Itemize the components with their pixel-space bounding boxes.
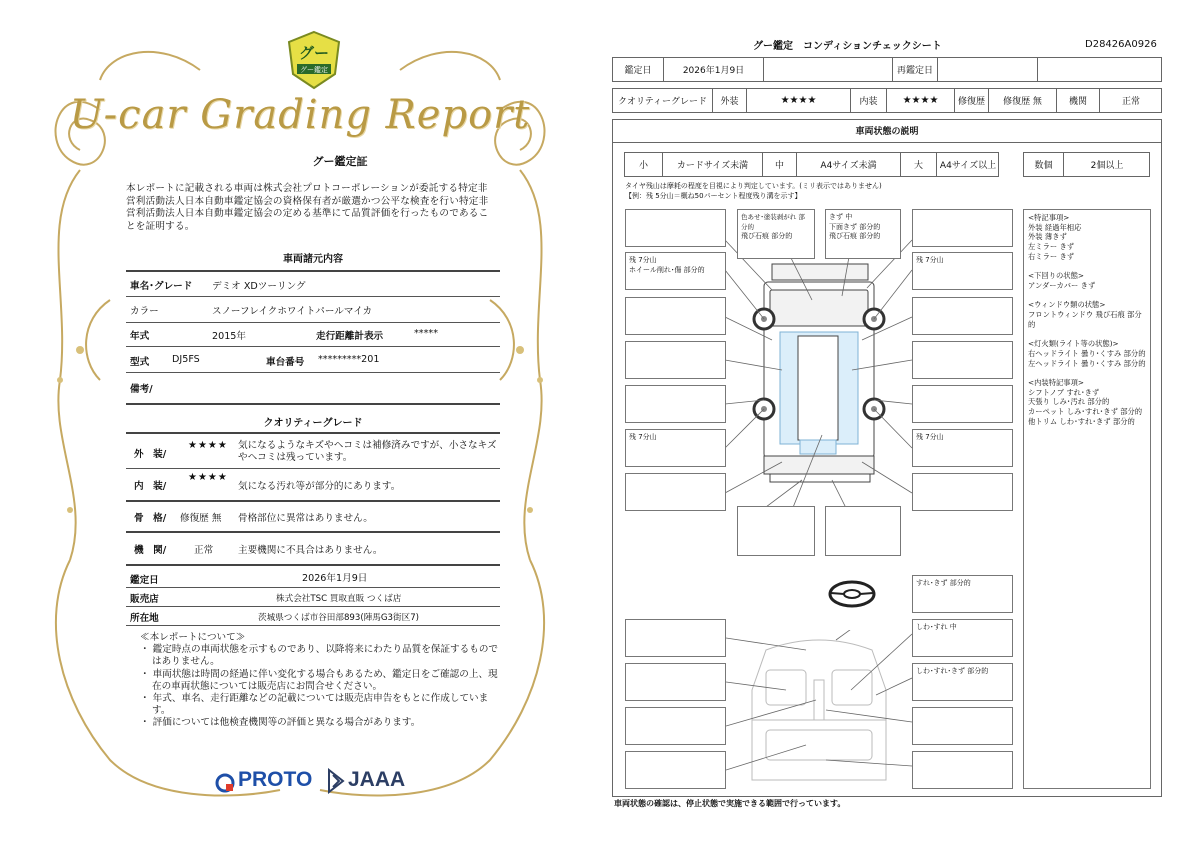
- detail-box: [825, 506, 901, 556]
- engine-desc: 主要機関に不具合はありません。: [238, 545, 383, 556]
- detail-box: [625, 385, 726, 423]
- state-title: 車両状態の説明: [612, 119, 1162, 143]
- address-value: 茨城県つくば市谷田部893(陣馬G3街区7): [258, 613, 420, 623]
- remarks-label: 備考/: [130, 384, 153, 395]
- detail-box-front-top: 色あせ･塗装剥がれ 部分的 飛び石痕 部分的: [737, 209, 815, 259]
- quality-title: クオリティーグレード: [263, 418, 363, 429]
- model-label: 型式: [130, 357, 150, 368]
- frame-value: 修復歴 無: [180, 513, 222, 524]
- color-value: スノーフレイクホワイトパールマイカ: [212, 306, 373, 317]
- sheet-title: グー鑑定 コンディションチェックシート: [753, 41, 942, 52]
- detail-box-front-right: 残 7分山: [912, 252, 1013, 290]
- certificate-title: グー鑑定証: [312, 155, 368, 168]
- svg-text:グー: グー: [298, 44, 330, 62]
- notes-title: ≪本レポートについて≫: [140, 632, 246, 643]
- detail-box: [912, 473, 1013, 511]
- detail-box: [625, 663, 726, 701]
- detail-box-front-hood: きず 中 下面きず 部分的 飛び石痕 部分的: [825, 209, 901, 259]
- date-value: 2026年1月9日: [664, 58, 764, 81]
- reinspect-label: 再鑑定日: [893, 58, 938, 81]
- year-value: 2015年: [212, 331, 247, 342]
- note-item: ・ 車両状態は時間の経過に伴い変化する場合もあるため、鑑定日をご確認の上、現在の車両状態については販売店にお問合せください。: [140, 668, 498, 692]
- name-value: デミオ XDツーリング: [212, 281, 306, 292]
- chassis-value: *********201: [318, 354, 380, 365]
- detail-box-rear-left: 残 7分山: [625, 429, 726, 467]
- detail-box: [625, 619, 726, 657]
- large-value: A4サイズ以上: [939, 161, 997, 171]
- date-row: [612, 57, 1162, 82]
- size-legend: [624, 152, 999, 177]
- detail-box: [912, 209, 1013, 247]
- date-value: 2026年1月9日: [302, 573, 368, 584]
- shop-value: 株式会社TSC 買取直販 つくば店: [276, 594, 402, 604]
- steering-wheel-icon: [827, 579, 877, 609]
- large-label: 大: [901, 153, 937, 176]
- detail-box: [912, 707, 1013, 745]
- detail-box: [625, 341, 726, 379]
- detail-box: [912, 341, 1013, 379]
- grade-row: [612, 88, 1162, 113]
- detail-box-interior-1: しわ･すれ 中: [912, 619, 1013, 657]
- count-label: 数個: [1024, 153, 1064, 176]
- mileage-value: *****: [414, 328, 438, 339]
- detail-box: [625, 751, 726, 789]
- detail-box: [912, 297, 1013, 335]
- interior-stars: ★★★★: [188, 472, 228, 483]
- exterior-label: 外 装/: [134, 449, 167, 460]
- small-value: カードサイズ未満: [663, 153, 763, 176]
- interior-desc: 気になる汚れ等が部分的にあります。: [238, 481, 401, 492]
- color-label: カラー: [130, 306, 159, 317]
- frame-label: 骨 格/: [134, 513, 167, 524]
- spec-title: 車両諸元内容: [283, 254, 343, 265]
- goo-emblem-icon: [285, 30, 343, 92]
- note-item: ・ 評価については他検査機関等の評価と異なる場合があります。: [140, 717, 421, 729]
- detail-box-rear-right: 残 7分山: [912, 429, 1013, 467]
- detail-box: [625, 473, 726, 511]
- svg-text:グー鑑定: グー鑑定: [300, 66, 328, 74]
- certificate-text: 本レポートに記載される車両は株式会社プロトコーポレーションが委託する特定非営利活動法人日本自動車鑑定協会の資格保有者が厳選かつ公平な検査を行い特定非営利活動法人日本自動車鑑定協会の定める基準にて品質評価を行ったものであることを証明する。: [126, 183, 489, 232]
- interior-label: 内装: [851, 89, 887, 112]
- tire-note-2: 【例：残 5分山＝概ね50パーセント程度残り溝を示す】: [625, 192, 802, 200]
- detail-box: [625, 297, 726, 335]
- note-item: ・ 鑑定時点の車両状態を示すものであり、以降将来にわたり品質を保証するものではありません。: [140, 644, 499, 668]
- report-title: U-car Grading Report: [69, 92, 531, 138]
- date-label: 鑑定日: [130, 575, 159, 586]
- detail-box-front-left: 残 7分山 ホイール削れ･傷 部分的: [625, 252, 726, 290]
- detail-box-interior-2: しわ･すれ･きず 部分的: [912, 663, 1013, 701]
- car-interior-diagram: [726, 630, 912, 790]
- detail-box: [912, 385, 1013, 423]
- reinspect-value: [938, 58, 1038, 81]
- model-value: DJ5FS: [172, 354, 200, 365]
- interior-stars: ★★★★: [887, 89, 955, 112]
- detail-box: [625, 209, 726, 247]
- count-value: 2個以上: [1090, 161, 1124, 171]
- engine-value: 正常: [194, 545, 214, 556]
- special-notes: <特記事項> 外装 経過年相応 外装 薄きず 左ミラー きず 右ミラー きず <下回りの状態> アンダーカバー きず <ウィンドウ類の状態> フロントウィンドウ 飛び石痕 部分的 <灯火類(ライト等の状態)> 右ヘッドライト 曇り･くすみ 部分的 左ヘッドライト 曇り･くすみ 部分的 <内装特記事項> シフトノブ すれ･きず 天張り しみ･汚れ 部分的 カーペット しみ･すれ･きず 部分的 他トリム しわ･すれ･きず 部分的: [1023, 209, 1151, 789]
- proto-logo: PROTO: [238, 768, 313, 791]
- detail-box: [912, 751, 1013, 789]
- exterior-stars: ★★★★: [188, 440, 228, 451]
- document-id: D28426A0926: [1085, 39, 1157, 50]
- interior-label: 内 装/: [134, 481, 167, 492]
- footer-note: 車両状態の確認は、停止状態で実施できる範囲で行っています。: [614, 799, 846, 808]
- quality-label: クオリティーグレード: [613, 89, 713, 112]
- engine-label: 機 関/: [134, 545, 167, 556]
- engine-value: 正常: [1121, 97, 1140, 107]
- mid-value: A4サイズ未満: [797, 153, 901, 176]
- detail-box: [737, 506, 815, 556]
- exterior-stars: ★★★★: [747, 89, 851, 112]
- tire-note-1: タイヤ残山は摩耗の程度を目視により判定しています。(ミリ表示ではありません): [625, 182, 882, 190]
- repair-label: 修復歴: [955, 89, 989, 112]
- chassis-label: 車台番号: [266, 357, 305, 368]
- exterior-label: 外装: [713, 89, 747, 112]
- small-label: 小: [625, 153, 663, 176]
- date-label: 鑑定日: [613, 58, 664, 81]
- jaaa-logo: JAAA: [348, 768, 406, 791]
- repair-value: 修復歴 無: [989, 89, 1057, 112]
- jaaa-logo-icon: [327, 768, 345, 794]
- name-label: 車名･グレード: [130, 281, 193, 292]
- count-legend: [1023, 152, 1150, 177]
- proto-logo-icon: [214, 772, 236, 794]
- mileage-label: 走行距離計表示: [316, 331, 384, 342]
- note-item: ・ 年式、車名、走行距離などの記載については販売店申告をもとに作成しています。: [140, 693, 489, 717]
- exterior-desc: 気になるようなキズやヘコミは補修済みですが、小さなキズやヘコミは残っています。: [238, 440, 497, 463]
- shop-label: 販売店: [130, 594, 159, 605]
- address-label: 所在地: [130, 613, 159, 624]
- engine-label: 機関: [1057, 89, 1100, 112]
- year-label: 年式: [130, 331, 150, 342]
- mid-label: 中: [763, 153, 797, 176]
- report-notes: [140, 632, 500, 730]
- detail-box-steering: すれ･きず 部分的: [912, 575, 1013, 613]
- frame-desc: 骨格部位に異常はありません。: [238, 513, 373, 524]
- detail-box: [625, 707, 726, 745]
